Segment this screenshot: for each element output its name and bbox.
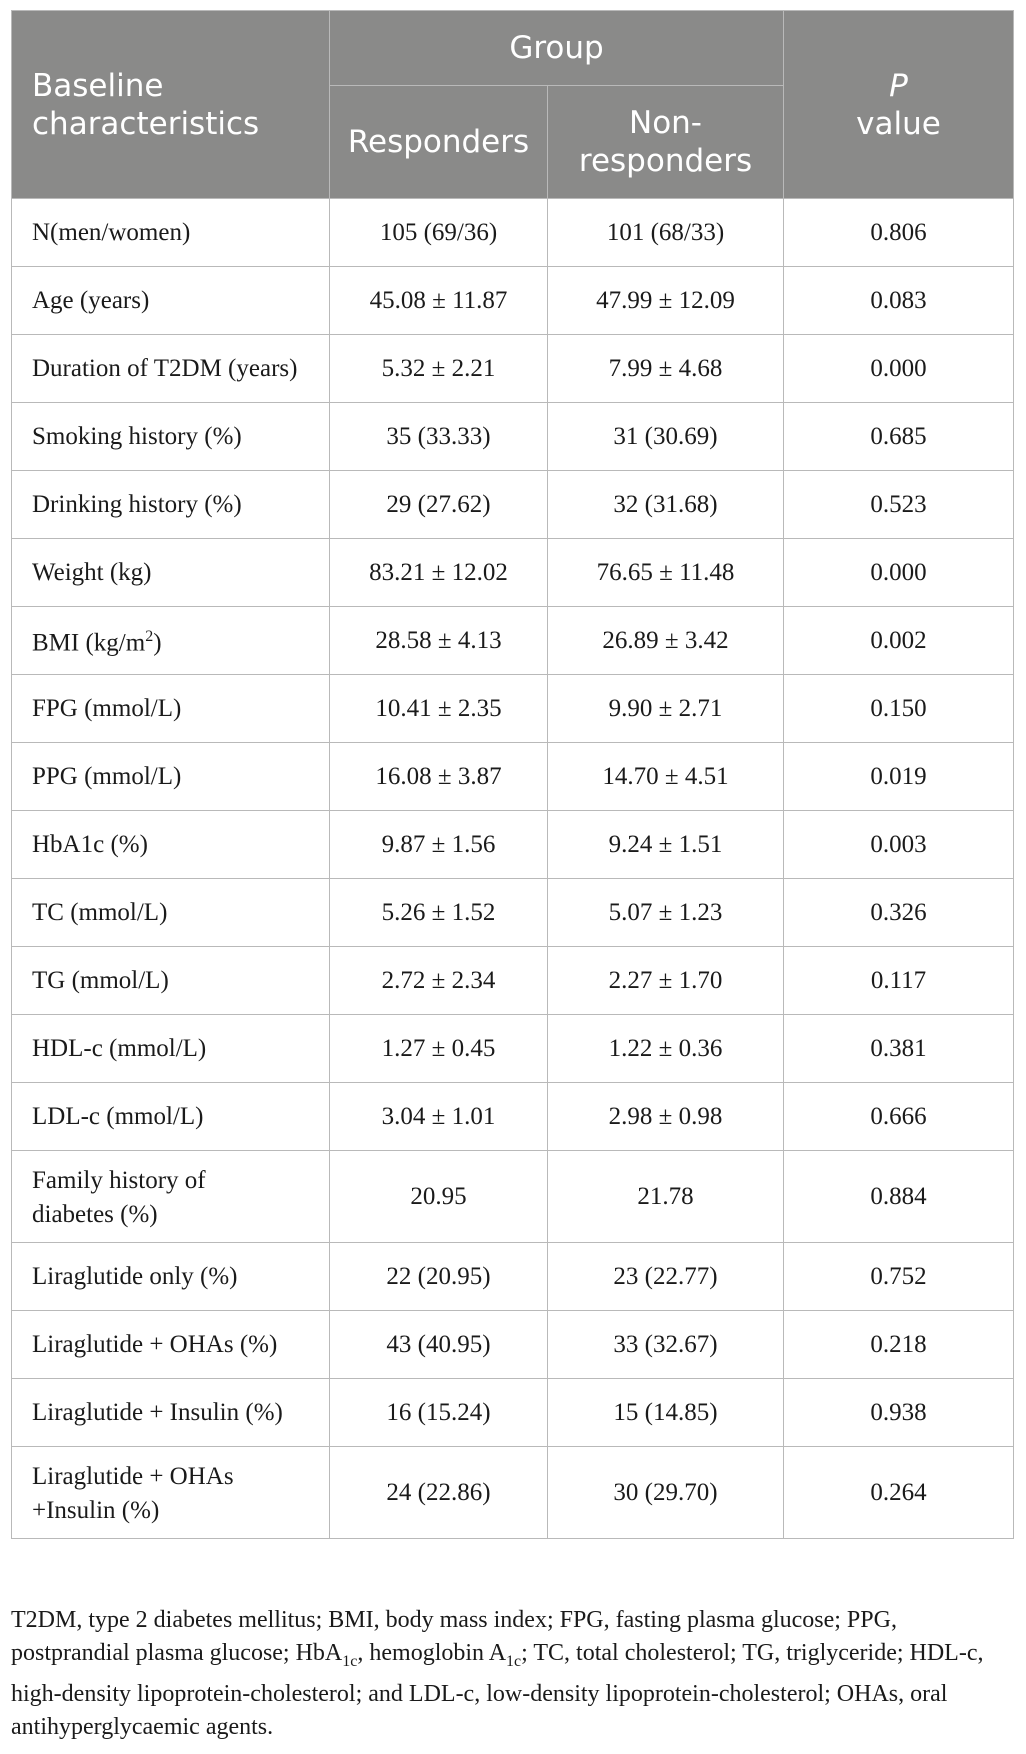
- table-row: [12, 607, 1014, 675]
- p-value: 0.806: [784, 199, 1014, 267]
- nonresponders-value: 101 (68/33): [548, 199, 784, 267]
- header-baseline-characteristics: Baseline characteristics: [12, 11, 330, 199]
- footnote-subscript: 1c: [506, 1652, 522, 1670]
- row-label: Liraglutide + Insulin (%): [12, 1379, 330, 1447]
- p-symbol: P: [889, 67, 908, 104]
- table-row: [12, 267, 1014, 335]
- p-value: 0.938: [784, 1379, 1014, 1447]
- p-value: 0.002: [784, 607, 1014, 675]
- row-label: N(men/women): [12, 199, 330, 267]
- table-header: [12, 11, 1014, 199]
- nonresponders-value: 9.24 ± 1.51: [548, 811, 784, 879]
- nonresponders-value: 2.27 ± 1.70: [548, 947, 784, 1015]
- table-row: [12, 1151, 1014, 1243]
- row-label: FPG (mmol/L): [12, 675, 330, 743]
- row-label: Liraglutide only (%): [12, 1243, 330, 1311]
- row-label: [12, 607, 330, 675]
- p-value: 0.019: [784, 743, 1014, 811]
- responders-value: 1.27 ± 0.45: [330, 1015, 548, 1083]
- responders-value: 9.87 ± 1.56: [330, 811, 548, 879]
- row-label: Liraglutide + OHAs (%): [12, 1311, 330, 1379]
- nonresponders-value: 21.78: [548, 1151, 784, 1243]
- header-p-value: [784, 11, 1014, 199]
- header-responders: Responders: [330, 86, 548, 199]
- footnote-text: , hemoglobin A: [357, 1640, 507, 1666]
- p-value-word: value: [856, 105, 941, 142]
- p-value: 0.003: [784, 811, 1014, 879]
- footnote-text: T2DM, type 2 diabetes mellitus; BMI, body mass index; FPG, fasting plasma glucose; PPG, postprandial plasma glucose; HbA: [11, 1607, 897, 1666]
- p-value: 0.264: [784, 1447, 1014, 1539]
- p-value: 0.326: [784, 879, 1014, 947]
- table-row: [12, 1447, 1014, 1539]
- nonresponders-value: 47.99 ± 12.09: [548, 267, 784, 335]
- table-row: [12, 335, 1014, 403]
- nonresponders-value: 31 (30.69): [548, 403, 784, 471]
- table-row: [12, 539, 1014, 607]
- responders-value: 24 (22.86): [330, 1447, 548, 1539]
- responders-value: 43 (40.95): [330, 1311, 548, 1379]
- row-label: TC (mmol/L): [12, 879, 330, 947]
- responders-value: 22 (20.95): [330, 1243, 548, 1311]
- table-row: [12, 403, 1014, 471]
- nonresponders-value: 14.70 ± 4.51: [548, 743, 784, 811]
- table-row: [12, 199, 1014, 267]
- responders-value: 105 (69/36): [330, 199, 548, 267]
- nonresponders-value: 2.98 ± 0.98: [548, 1083, 784, 1151]
- table-body: [12, 199, 1014, 1539]
- p-value: 0.666: [784, 1083, 1014, 1151]
- nonresponders-value: 33 (32.67): [548, 1311, 784, 1379]
- row-label: Duration of T2DM (years): [12, 335, 330, 403]
- table-footnote: [11, 1604, 1013, 1744]
- header-nonresponders-label: Non-responders: [578, 105, 753, 179]
- p-value: 0.884: [784, 1151, 1014, 1243]
- p-value: 0.150: [784, 675, 1014, 743]
- table-row: [12, 1083, 1014, 1151]
- table-row: [12, 1243, 1014, 1311]
- row-label: Drinking history (%): [12, 471, 330, 539]
- nonresponders-value: 76.65 ± 11.48: [548, 539, 784, 607]
- responders-value: 45.08 ± 11.87: [330, 267, 548, 335]
- table-row: [12, 1379, 1014, 1447]
- row-label: Weight (kg): [12, 539, 330, 607]
- nonresponders-value: 30 (29.70): [548, 1447, 784, 1539]
- nonresponders-value: 7.99 ± 4.68: [548, 335, 784, 403]
- responders-value: 20.95: [330, 1151, 548, 1243]
- table-row: [12, 675, 1014, 743]
- row-label: Age (years): [12, 267, 330, 335]
- footnote-text: ; TC, total cholesterol; TG, triglyceride; HDL-c, high-density lipoprotein-cholesterol; and LDL-c, low-density lipoprotein-cholesterol; OHAs, oral antihyperglycaemic agents.: [11, 1640, 984, 1740]
- row-label-line1: Liraglutide + OHAs: [32, 1462, 234, 1490]
- responders-value: 29 (27.62): [330, 471, 548, 539]
- p-value: 0.685: [784, 403, 1014, 471]
- responders-value: 83.21 ± 12.02: [330, 539, 548, 607]
- nonresponders-value: 5.07 ± 1.23: [548, 879, 784, 947]
- row-label: Smoking history (%): [12, 403, 330, 471]
- row-label: [12, 1447, 330, 1539]
- p-value: 0.083: [784, 267, 1014, 335]
- table-container: [11, 10, 1013, 1539]
- nonresponders-value: 1.22 ± 0.36: [548, 1015, 784, 1083]
- responders-value: 10.41 ± 2.35: [330, 675, 548, 743]
- p-value: 0.752: [784, 1243, 1014, 1311]
- table-row: [12, 743, 1014, 811]
- responders-value: 5.32 ± 2.21: [330, 335, 548, 403]
- responders-value: 16 (15.24): [330, 1379, 548, 1447]
- bmi-superscript: 2: [145, 628, 154, 646]
- table-row: [12, 879, 1014, 947]
- row-label: TG (mmol/L): [12, 947, 330, 1015]
- responders-value: 3.04 ± 1.01: [330, 1083, 548, 1151]
- p-value: 0.000: [784, 539, 1014, 607]
- table-row: [12, 947, 1014, 1015]
- table-row: [12, 471, 1014, 539]
- nonresponders-value: 15 (14.85): [548, 1379, 784, 1447]
- footnote-subscript: 1c: [342, 1652, 358, 1670]
- p-value: 0.523: [784, 471, 1014, 539]
- baseline-characteristics-table: [11, 10, 1014, 1539]
- table-row: [12, 1015, 1014, 1083]
- nonresponders-value: 9.90 ± 2.71: [548, 675, 784, 743]
- row-label-line2: diabetes (%): [32, 1200, 158, 1228]
- row-label: HDL-c (mmol/L): [12, 1015, 330, 1083]
- row-label-line1: Family history of: [32, 1166, 206, 1194]
- responders-value: 35 (33.33): [330, 403, 548, 471]
- row-label: HbA1c (%): [12, 811, 330, 879]
- nonresponders-value: 26.89 ± 3.42: [548, 607, 784, 675]
- header-group: Group: [330, 11, 784, 86]
- responders-value: 28.58 ± 4.13: [330, 607, 548, 675]
- responders-value: 5.26 ± 1.52: [330, 879, 548, 947]
- row-label: [12, 1151, 330, 1243]
- responders-value: 16.08 ± 3.87: [330, 743, 548, 811]
- nonresponders-value: 32 (31.68): [548, 471, 784, 539]
- table-row: [12, 811, 1014, 879]
- p-value: 0.381: [784, 1015, 1014, 1083]
- p-value: 0.218: [784, 1311, 1014, 1379]
- row-label: LDL-c (mmol/L): [12, 1083, 330, 1151]
- table-row: [12, 1311, 1014, 1379]
- row-label-line2: +Insulin (%): [32, 1496, 160, 1524]
- p-value: 0.117: [784, 947, 1014, 1015]
- bmi-label-end: ): [153, 629, 162, 657]
- nonresponders-value: 23 (22.77): [548, 1243, 784, 1311]
- bmi-label: BMI (kg/m: [32, 629, 146, 657]
- header-nonresponders: [548, 86, 784, 199]
- p-value: 0.000: [784, 335, 1014, 403]
- responders-value: 2.72 ± 2.34: [330, 947, 548, 1015]
- row-label: PPG (mmol/L): [12, 743, 330, 811]
